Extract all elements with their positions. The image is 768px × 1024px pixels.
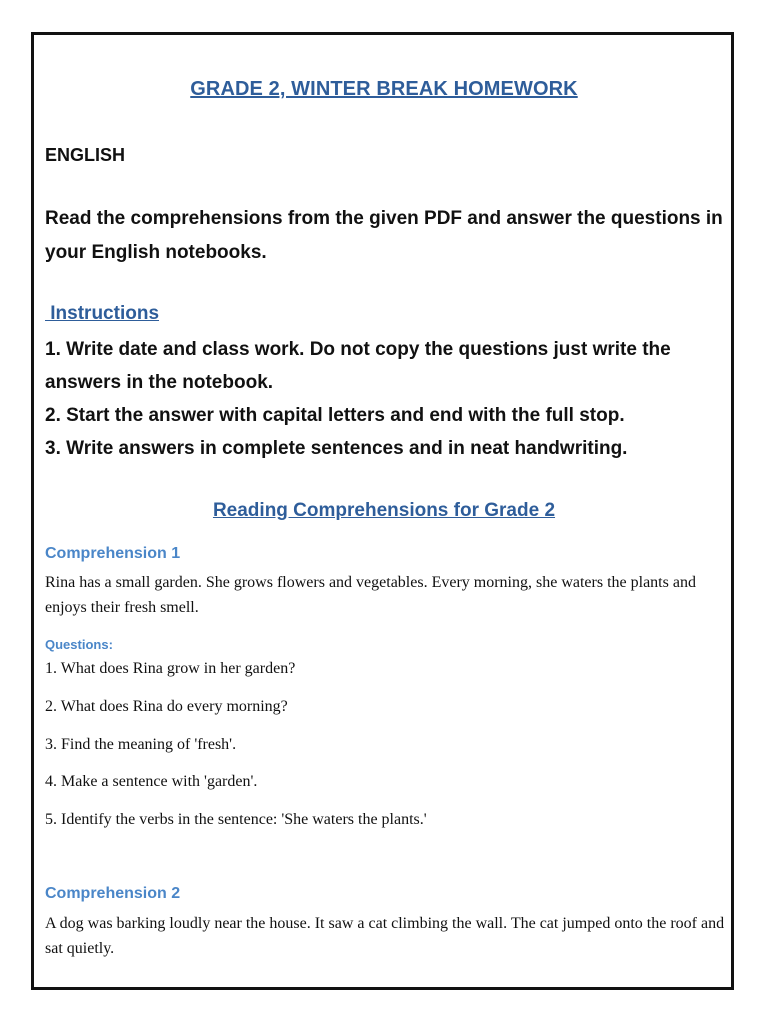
question-item: 2. What does Rina do every morning? [45, 698, 288, 715]
question-item: 3. Find the meaning of 'fresh'. [45, 736, 237, 753]
question-item: 4. Make a sentence with 'garden'. [45, 773, 258, 790]
question-item: 1. What does Rina grow in her garden? [45, 660, 296, 677]
questions-label: Questions: [45, 637, 113, 652]
comprehension-1-text: Rina has a small garden. She grows flowers and vegetables. Every morning, she waters the plants and enjoys their fresh smell. [45, 574, 696, 616]
instructions-heading: Instructions [45, 303, 160, 324]
instruction-item: 2. Start the answer with capital letters and end with the full stop. [45, 405, 625, 426]
page-title: GRADE 2, WINTER BREAK HOMEWORK [190, 78, 578, 100]
question-item: 5. Identify the verbs in the sentence: 'She waters the plants.' [45, 811, 427, 828]
section-title: Reading Comprehensions for Grade 2 [212, 500, 556, 521]
instruction-item: 3. Write answers in complete sentences and in neat handwriting. [45, 438, 628, 459]
instruction-item: 1. Write date and class work. Do not copy the questions just write the answers in the notebook. [45, 339, 671, 393]
intro-text: Read the comprehensions from the given PDF and answer the questions in your English notebooks. [45, 208, 723, 263]
instructions-list [45, 333, 735, 465]
comprehension-1-title: Comprehension 1 [45, 545, 181, 562]
comprehension-2-title: Comprehension 2 [45, 885, 181, 902]
subject-heading: ENGLISH [45, 145, 126, 165]
comprehension-2-text: A dog was barking loudly near the house. It saw a cat climbing the wall. The cat jumped onto the roof and sat quietly. [45, 915, 725, 957]
